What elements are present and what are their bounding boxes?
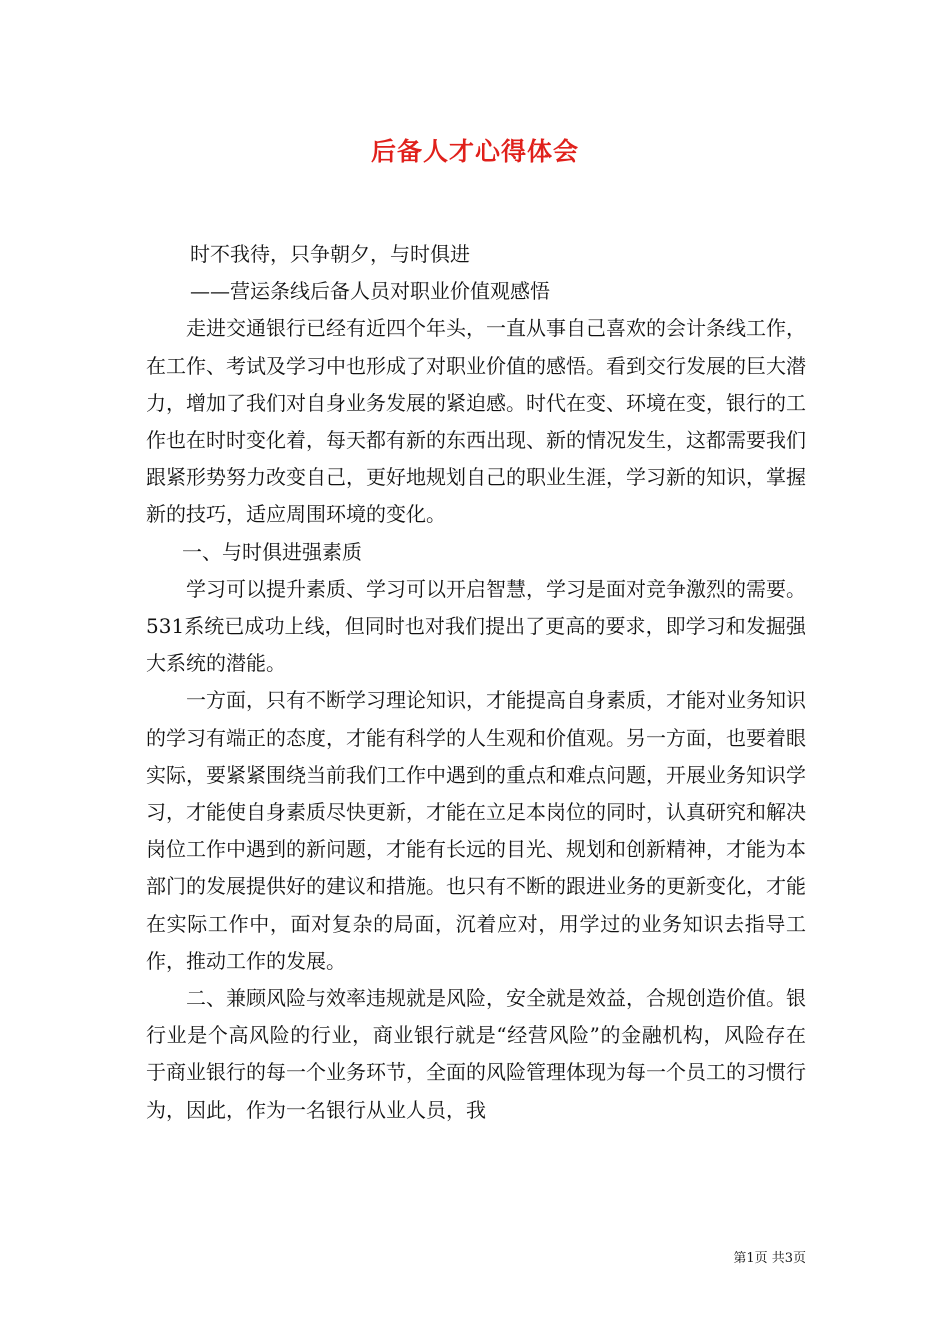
subtitle-line: 时不我待，只争朝夕，与时俱进 xyxy=(190,242,470,266)
paragraph-learning: 学习可以提升素质、学习可以开启智慧，学习是面对竞争激烈的需要。531系统已成功上线，但同时也对我们提出了更高的要求，即学习和发掘强大系统的潜能。 xyxy=(146,576,806,676)
paragraph-section-2: 二、兼顾风险与效率违规就是风险，安全就是效益，合规创造价值。银行业是个高风险的行业，商业银行就是“经营风险”的金融机构，风险存在于商业银行的每一个业务环节，全面的风险管理体现为每一个员工的习惯行为，因此，作为一名银行从业人员，我 xyxy=(146,986,806,1122)
document-body xyxy=(146,236,806,1129)
document-title: 后备人才心得体会 xyxy=(370,137,579,166)
paragraph-intro: 走进交通银行已经有近四个年头，一直从事自己喜欢的会计条线工作，在工作、考试及学习中也形成了对职业价值的感悟。看到交行发展的巨大潜力，增加了我们对自身业务发展的紧迫感。时代在变、环境在变，银行的工作也在时时变化着，每天都有新的东西出现、新的情况发生，这都需要我们跟紧形势努力改变自己，更好地规划自己的职业生涯，学习新的知识，掌握新的技巧，适应周围环境的变化。 xyxy=(146,316,806,527)
section-heading-1: 一、与时俱进强素质 xyxy=(182,539,362,564)
page-footer: 第1页 共3页 xyxy=(733,1251,806,1266)
paragraph-one-hand: 一方面，只有不断学习理论知识，才能提高自身素质，才能对业务知识的学习有端正的态度，才能有科学的人生观和价值观。另一方面，也要着眼实际，要紧紧围绕当前我们工作中遇到的重点和难点问题，开展业务知识学习，才能使自身素质尽快更新，才能在立足本岗位的同时，认真研究和解决岗位工作中遇到的新问题，才能有长远的目光、规划和创新精神，才能为本部门的发展提供好的建议和措施。也只有不断的跟进业务的更新变化，才能在实际工作中，面对复杂的局面，沉着应对，用学过的业务知识去指导工作，推动工作的发展。 xyxy=(146,688,806,973)
subtitle-dash-line: ——营运条线后备人员对职业价值观感悟 xyxy=(190,279,550,304)
